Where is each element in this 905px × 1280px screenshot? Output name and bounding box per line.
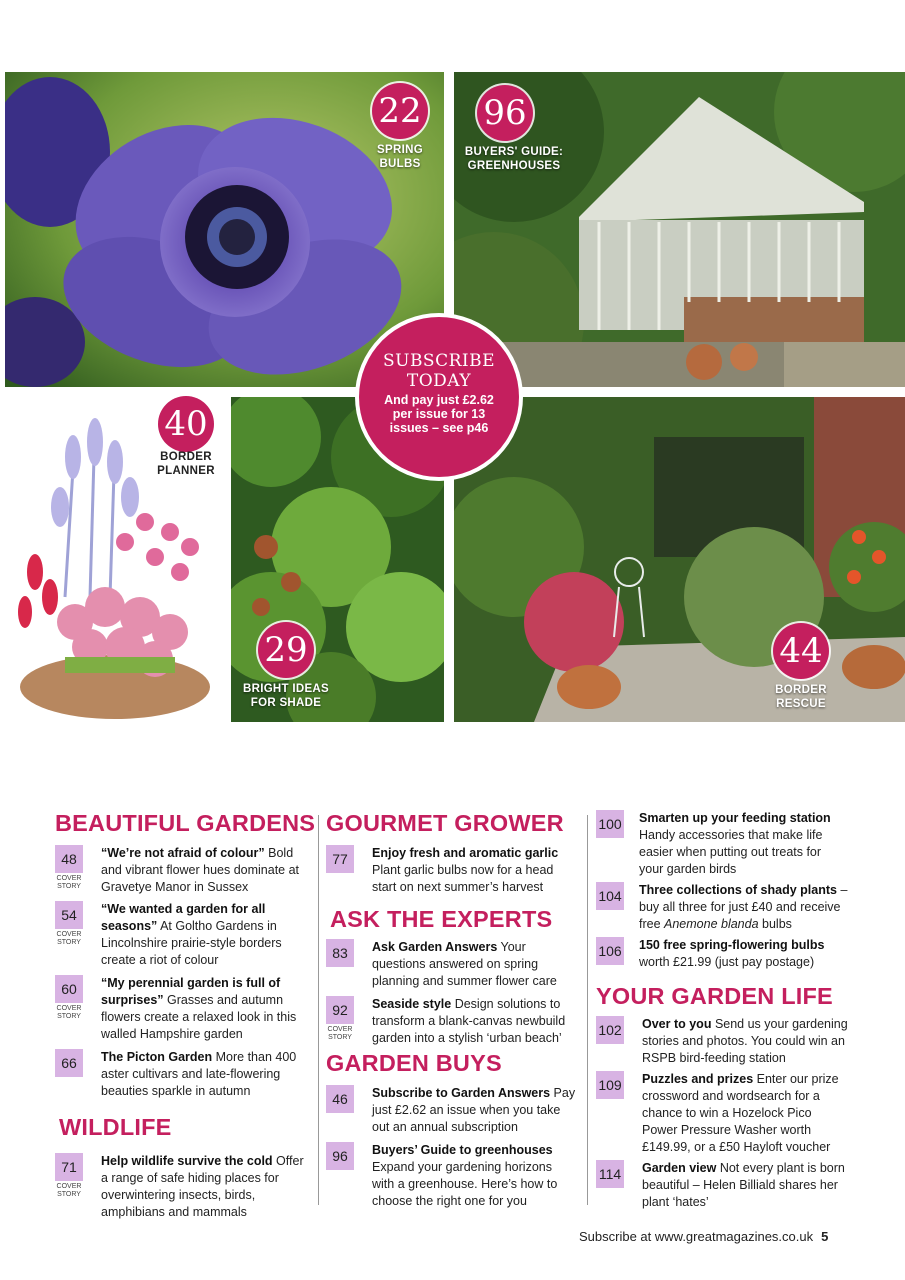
cover-story-tag: COVER STORY	[56, 1005, 82, 1020]
contents-item[interactable]: 96 Buyers’ Guide to greenhouses Expand your gardening horizons with a greenhouse. Here’s how to choose the right one for you	[326, 1142, 576, 1210]
contents-item[interactable]: 106 150 free spring-flowering bulbs worth £21.99 (just pay postage)	[596, 937, 848, 977]
cover-story-tag: COVER STORY	[56, 931, 82, 946]
section-title-garden-buys: GARDEN BUYS	[326, 1050, 502, 1076]
contents-item[interactable]: 92 COVER STORY Seaside style Design solutions to transform a blank-canvas newbuild garden into a stylish ‘urban beach’	[327, 997, 566, 1045]
feature-label-border-rescue: BORDER RESCUE	[775, 684, 827, 710]
section-title-beautiful-gardens: BEAUTIFUL GARDENS	[55, 810, 316, 836]
page-number: 77	[326, 845, 354, 873]
contents-column-3	[596, 810, 848, 1211]
feature-badge-border-rescue[interactable]: 44	[773, 623, 829, 679]
contents-column-1	[55, 810, 316, 1221]
feature-badge-spring-bulbs[interactable]: 22	[372, 83, 428, 139]
subscribe-today-roundel[interactable]	[359, 317, 519, 477]
page-number: 66	[55, 1049, 83, 1077]
cover-story-tag: COVER STORY	[56, 1183, 82, 1198]
section-title-gourmet-grower: GOURMET GROWER	[326, 810, 564, 836]
page-number: 104	[596, 882, 624, 910]
cover-story-tag: COVER STORY	[327, 1026, 353, 1041]
contents-item[interactable]: 54 COVER STORY “We wanted a garden for all seasons” At Goltho Gardens in Lincolnshire prairie-style borders create a riot of colour	[56, 902, 282, 967]
contents-item[interactable]: 77 Enjoy fresh and aromatic garlic Plant garlic bulbs now for a head start on next summer’s harvest	[326, 845, 576, 896]
contents-item[interactable]: 109 Puzzles and prizes Enter our prize crossword and wordsearch for a chance to win a Hozelock Pico Power Pressure Washer worth £149.99, or a £50 Hayloft voucher	[596, 1071, 848, 1156]
page-number: 100	[596, 810, 624, 838]
feature-label-greenhouses: BUYERS' GUIDE: GREENHOUSES	[464, 146, 564, 172]
subscribe-url[interactable]: Subscribe at www.greatmagazines.co.uk	[579, 1229, 814, 1244]
cover-story-tag: COVER STORY	[56, 875, 82, 890]
page-number: 83	[326, 939, 354, 967]
section-title-wildlife: WILDLIFE	[59, 1114, 172, 1140]
contents-item[interactable]: 100 Smarten up your feeding station Handy accessories that make life easier when putting out treats for your garden birds	[596, 810, 848, 878]
page-number: 46	[326, 1085, 354, 1113]
contents-item[interactable]: 102 Over to you Send us your gardening stories and photos. You could win an RSPB bird-feeding station	[596, 1016, 848, 1067]
page-number: 102	[596, 1016, 624, 1044]
contents-item[interactable]: 46 Subscribe to Garden Answers Pay just £2.62 an issue when you take out an annual subscription	[326, 1085, 576, 1136]
contents-item[interactable]: 71 COVER STORY Help wildlife survive the cold Offer a range of safe hiding places for overwintering insects, birds, amphibians and mammals	[56, 1154, 304, 1219]
contents-item[interactable]: 48 COVER STORY “We’re not afraid of colour” Bold and vibrant flower hues dominate at Gravetye Manor in Sussex	[56, 846, 300, 894]
contents-column-2	[326, 810, 576, 1210]
feature-badge-border-planner[interactable]: 40	[158, 396, 214, 452]
contents-item[interactable]: 83 Ask Garden Answers Your questions answered on spring planning and summer flower care	[326, 939, 576, 990]
page-number-footer: 5	[821, 1229, 829, 1244]
column-divider	[318, 815, 319, 1205]
page-number: 54	[55, 901, 83, 929]
contents-item[interactable]: 114 Garden view Not every plant is born beautiful – Helen Billiald shares her plant ‘hates’	[596, 1160, 848, 1211]
contents-item[interactable]: 60 COVER STORY “My perennial garden is full of surprises” Grasses and autumn flowers create a relaxed look in this walled Hampshire garden	[56, 976, 297, 1041]
feature-label-shade: BRIGHT IDEAS FOR SHADE	[242, 683, 330, 709]
page-number: 109	[596, 1071, 624, 1099]
section-title-your-garden-life: YOUR GARDEN LIFE	[596, 983, 833, 1009]
page-number: 114	[596, 1160, 624, 1188]
subscribe-heading: SUBSCRIBE TODAY	[382, 351, 496, 391]
contents-item[interactable]: 66 The Picton Garden More than 400 aster cultivars and late-flowering beauties sparkle in autumn	[55, 1049, 310, 1100]
page-number: 92	[326, 996, 354, 1024]
page-number: 48	[55, 845, 83, 873]
border-rescue-photo	[454, 397, 905, 722]
subscribe-offer-text: And pay just £2.62 per issue for 13 issues – see p46	[384, 393, 494, 435]
feature-badge-greenhouses[interactable]: 96	[477, 85, 533, 141]
feature-label-border-planner: BORDER PLANNER	[157, 451, 215, 477]
feature-badge-shade[interactable]: 29	[258, 622, 314, 678]
page-number: 71	[55, 1153, 83, 1181]
page-number: 106	[596, 937, 624, 965]
contents-item[interactable]: 104 Three collections of shady plants – buy all three for just £40 and receive free Anemone blanda bulbs	[596, 882, 848, 933]
feature-label-spring-bulbs: SPRING BULBS	[377, 144, 423, 170]
column-divider	[587, 815, 588, 1205]
page-number: 60	[55, 975, 83, 1003]
page-number: 96	[326, 1142, 354, 1170]
page-footer	[579, 1229, 828, 1244]
section-title-ask-the-experts: ASK THE EXPERTS	[330, 906, 553, 932]
